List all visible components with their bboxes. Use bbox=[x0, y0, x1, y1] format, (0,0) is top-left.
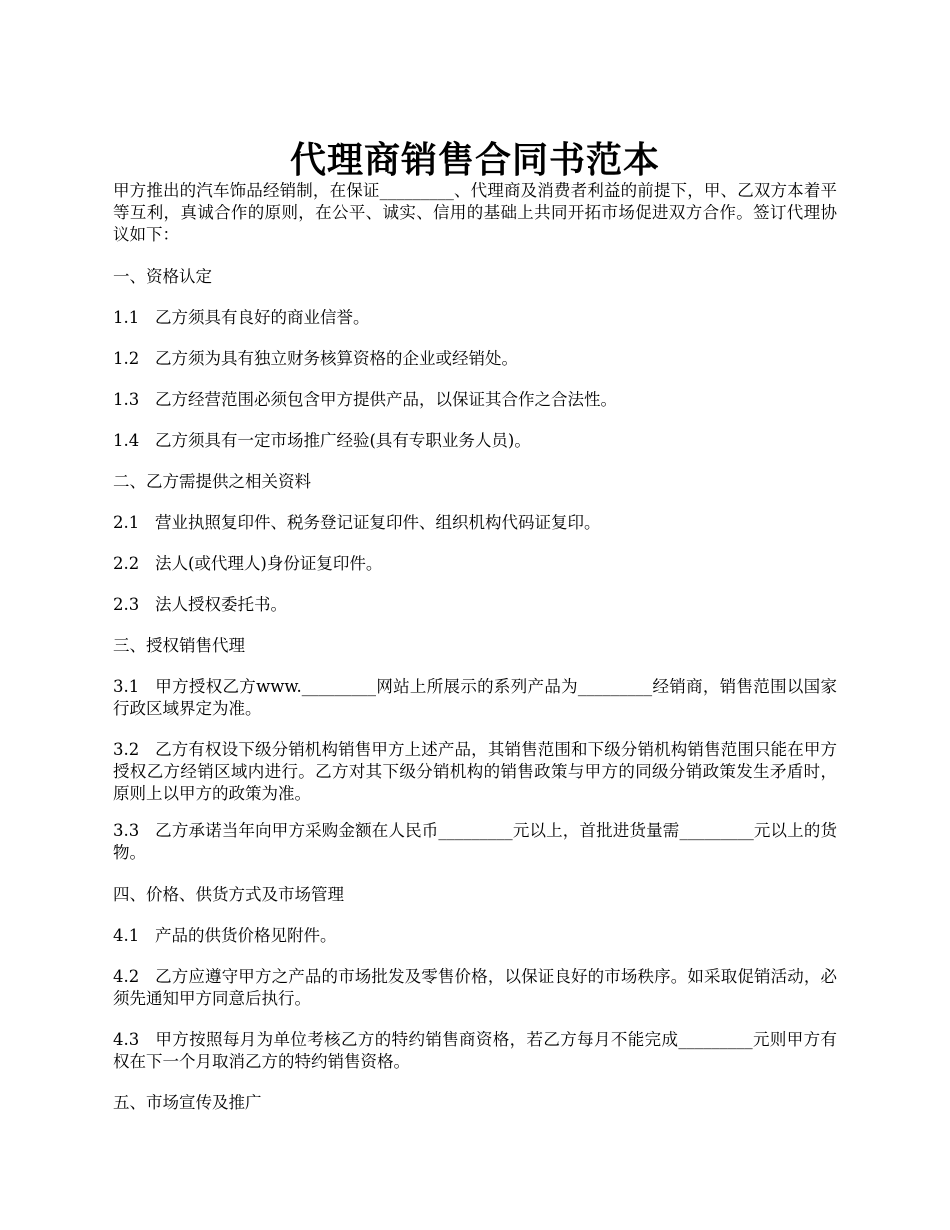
clause-3-3 bbox=[113, 820, 837, 864]
clause-number: 2.3 bbox=[113, 595, 140, 614]
clause-4-2 bbox=[113, 966, 837, 1010]
clause-1-3 bbox=[113, 389, 837, 411]
clause-number: 3.1 bbox=[113, 677, 140, 696]
clause-number: 3.3 bbox=[113, 821, 140, 840]
section-heading-3: 三、授权销售代理 bbox=[113, 636, 245, 655]
clause-text: 乙方应遵守甲方之产品的市场批发及零售价格，以保证良好的市场秩序。如采取促销活动，必须先通知甲方同意后执行。 bbox=[113, 967, 837, 1008]
section-heading-2: 二、乙方需提供之相关资料 bbox=[113, 472, 311, 491]
clause-text: 乙方须具有一定市场推广经验(具有专职业务人员)。 bbox=[155, 431, 531, 450]
clause-3-2 bbox=[113, 739, 837, 805]
clause-number: 2.1 bbox=[113, 513, 140, 532]
clause-2-2 bbox=[113, 553, 837, 575]
clause-text: 乙方须为具有独立财务核算资格的企业或经销处。 bbox=[155, 349, 518, 368]
clause-1-1 bbox=[113, 307, 837, 329]
clause-text: 甲方授权乙方www._________网站上所展示的系列产品为_________经销商，销售范围以国家行政区域界定为准。 bbox=[113, 677, 837, 718]
clause-text: 乙方经营范围必须包含甲方提供产品，以保证其合作之合法性。 bbox=[155, 390, 617, 409]
clause-1-4 bbox=[113, 430, 837, 452]
clause-text: 法人(或代理人)身份证复印件。 bbox=[155, 554, 383, 573]
document-title: 代理商销售合同书范本 bbox=[289, 139, 660, 182]
clause-2-3 bbox=[113, 594, 837, 616]
clause-text: 乙方有权设下级分销机构销售甲方上述产品，其销售范围和下级分销机构销售范围只能在甲方授权乙方经销区域内进行。乙方对其下级分销机构的销售政策与甲方的同级分销政策发生矛盾时，原则上以甲方的政策为准。 bbox=[113, 740, 837, 803]
clause-number: 1.1 bbox=[113, 308, 140, 327]
clause-text: 产品的供货价格见附件。 bbox=[155, 926, 337, 945]
clause-2-1 bbox=[113, 512, 837, 534]
clause-text: 乙方须具有良好的商业信誉。 bbox=[155, 308, 370, 327]
clause-number: 4.1 bbox=[113, 926, 140, 945]
clause-text: 甲方按照每月为单位考核乙方的特约销售商资格，若乙方每月不能完成_________元则甲方有权在下一个月取消乙方的特约销售资格。 bbox=[113, 1030, 837, 1071]
clause-number: 3.2 bbox=[113, 740, 140, 759]
clause-number: 4.3 bbox=[113, 1030, 140, 1049]
clause-number: 1.2 bbox=[113, 349, 140, 368]
clause-number: 1.3 bbox=[113, 390, 140, 409]
clause-1-2 bbox=[113, 348, 837, 370]
clause-4-1 bbox=[113, 925, 837, 947]
clause-4-3 bbox=[113, 1029, 837, 1073]
clause-number: 4.2 bbox=[113, 967, 140, 986]
clause-text: 营业执照复印件、税务登记证复印件、组织机构代码证复印。 bbox=[155, 513, 601, 532]
clause-number: 2.2 bbox=[113, 554, 140, 573]
section-heading-5: 五、市场宣传及推广 bbox=[113, 1093, 262, 1112]
section-heading-4: 四、价格、供货方式及市场管理 bbox=[113, 885, 344, 904]
intro-paragraph: 甲方推出的汽车饰品经销制，在保证_________、代理商及消费者利益的前提下，甲、乙双方本着平等互利，真诚合作的原则，在公平、诚实、信用的基础上共同开拓市场促进双方合作。签订代理协议如下： bbox=[113, 181, 837, 244]
clause-text: 法人授权委托书。 bbox=[155, 595, 287, 614]
clause-number: 1.4 bbox=[113, 431, 140, 450]
clause-3-1 bbox=[113, 676, 837, 720]
section-heading-1: 一、资格认定 bbox=[113, 267, 212, 286]
clause-text: 乙方承诺当年向甲方采购金额在人民币_________元以上，首批进货量需_________元以上的货物。 bbox=[113, 821, 837, 862]
